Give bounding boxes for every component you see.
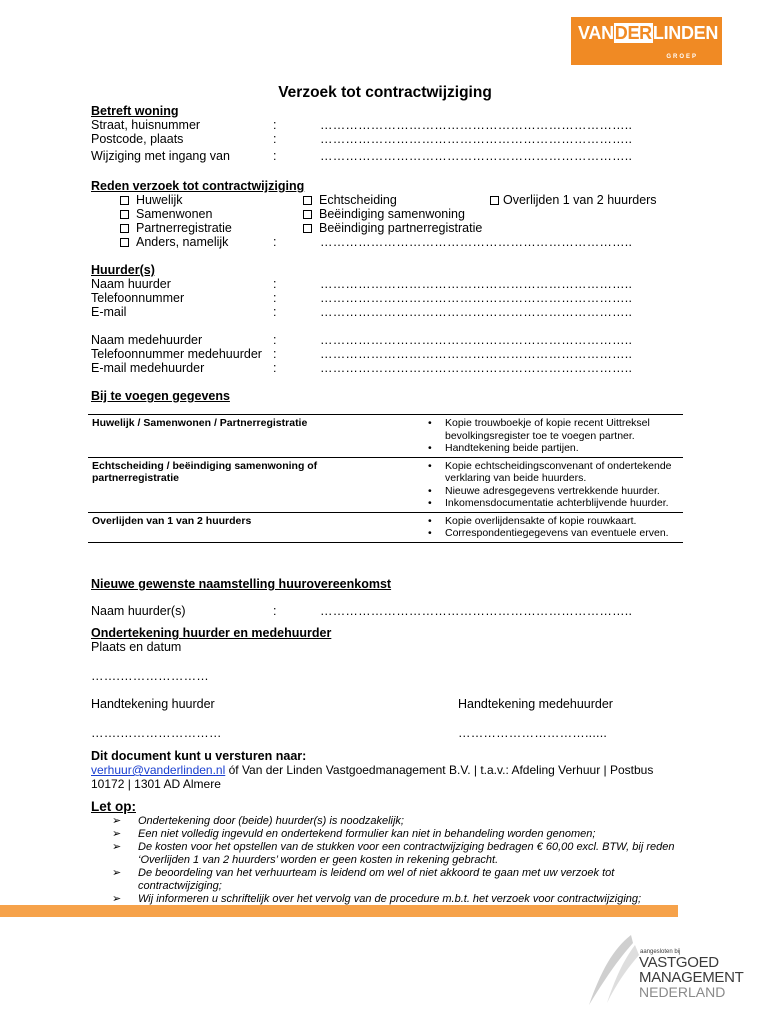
- huurders-labels: [91, 277, 184, 319]
- table-cell-reason: Echtscheiding / beëindiging samenwoning of partnerregistratie: [88, 457, 406, 512]
- swoosh-icon: [583, 931, 643, 1009]
- list-item: • Kopie trouwboekje of kopie recent Uittreksel bevolkingsregister toe te voegen partner.: [428, 417, 681, 442]
- field-row: [91, 118, 230, 132]
- table-cell-reason: Huwelijk / Samenwonen / Partnerregistratie: [88, 415, 406, 458]
- arrow-icon: ➢: [112, 893, 122, 905]
- field-row: [91, 132, 230, 146]
- colon: :: [273, 333, 277, 347]
- checkbox-icon[interactable]: [303, 196, 312, 205]
- field-label: Straat, huisnummer: [91, 118, 201, 132]
- fill-line-anders[interactable]: ………………………………………………………………..: [320, 235, 633, 249]
- table-cell-documents: [406, 512, 683, 542]
- vm-logo-tagline: aangesloten bij: [640, 949, 681, 955]
- fill-line[interactable]: ………………………………………………………………..: [320, 361, 633, 375]
- document-list: [428, 417, 681, 455]
- betreft-colons: [273, 118, 276, 163]
- bijlagen-heading: Bij te voegen gegevens: [91, 389, 230, 403]
- colon: :: [273, 149, 277, 163]
- betreft-fill-lines[interactable]: [320, 118, 632, 163]
- address-text: óf Van der Linden Vastgoedmanagement B.V. | t.a.v.: Afdeling Verhuur | Postbus: [225, 763, 654, 777]
- fill-line[interactable]: ………………………………………………………………..: [320, 291, 633, 305]
- table-cell-reason: Overlijden van 1 van 2 huurders: [88, 512, 406, 542]
- medehuurder-colons: [273, 333, 276, 375]
- list-item-text: Een niet volledig ingevuld en ondertekend formulier kan niet in behandeling worden genomen;: [138, 828, 596, 840]
- checkbox-icon[interactable]: [120, 210, 129, 219]
- fill-line[interactable]: ………………………………………………………………..: [320, 149, 633, 163]
- bijlagen-table: [88, 414, 683, 543]
- page-title: Verzoek tot contractwijziging: [278, 84, 492, 101]
- fill-line[interactable]: ………………………………………………………………..: [320, 277, 633, 291]
- field-label: Telefoonnummer medehuurder: [91, 347, 262, 361]
- list-item: • Kopie echtscheidingsconvenant of ondertekende verklaring van beide huurders.: [428, 460, 681, 485]
- medehuurder-fill-lines[interactable]: [320, 333, 632, 375]
- letop-heading: Let op:: [91, 799, 136, 814]
- list-item-text: Wij informeren u schriftelijk over het vervolg van de procedure m.b.t. het verzoek voor contractwijziging;: [138, 893, 642, 905]
- medehuurder-labels: [91, 333, 262, 375]
- fill-line[interactable]: ………………………………………………………………..: [320, 305, 633, 319]
- checkbox-label: Anders, namelijk: [136, 235, 229, 249]
- signature-huurder-label: Handtekening huurder: [91, 697, 215, 711]
- checkbox-beeindiging-partnerregistratie[interactable]: [303, 221, 482, 235]
- betreft-heading: Betreft woning: [91, 104, 179, 118]
- checkbox-icon[interactable]: [490, 196, 499, 205]
- colon: :: [273, 291, 277, 305]
- checkbox-overlijden[interactable]: [490, 193, 657, 207]
- send-address: [91, 763, 671, 791]
- checkbox-icon[interactable]: [120, 196, 129, 205]
- list-item-text: Ondertekening door (beide) huurder(s) is noodzakelijk;: [138, 815, 404, 827]
- field-label: Wijziging met ingang van: [91, 149, 230, 163]
- signature-medehuurder-label: Handtekening medehuurder: [458, 697, 613, 711]
- huurders-heading: Huurder(s): [91, 263, 155, 277]
- reden-col2: [303, 193, 482, 235]
- vm-logo-line3: NEDERLAND: [639, 984, 726, 1000]
- email-link[interactable]: verhuur@vanderlinden.nl: [91, 763, 226, 777]
- field-label: Naam huurder: [91, 277, 171, 291]
- checkbox-partnerregistratie[interactable]: [120, 221, 232, 235]
- document-list: [428, 460, 681, 510]
- colon: :: [273, 235, 277, 249]
- arrow-icon: ➢: [112, 867, 122, 879]
- table-row: [88, 512, 683, 542]
- address-text-line2: 10172 | 1301 AD Almere: [91, 777, 221, 791]
- huurders-fill-lines[interactable]: [320, 277, 632, 319]
- checkbox-label: Partnerregistratie: [136, 221, 232, 235]
- table-cell-documents: [406, 457, 683, 512]
- field-label: Naam medehuurder: [91, 333, 203, 347]
- list-item: • Inkomensdocumentatie achterblijvende huurder.: [428, 497, 681, 510]
- table-row: [88, 457, 683, 512]
- company-logo: [571, 17, 722, 65]
- fill-line[interactable]: ………………………………………………………………..: [320, 132, 633, 146]
- reden-heading: Reden verzoek tot contractwijziging: [91, 179, 305, 193]
- field-label: Postcode, plaats: [91, 132, 184, 146]
- checkbox-label: Beëindiging partnerregistratie: [319, 221, 483, 235]
- list-item: • Nieuwe adresgegevens vertrekkende huurder.: [428, 485, 681, 498]
- colon: :: [273, 305, 277, 319]
- checkbox-icon[interactable]: [120, 224, 129, 233]
- colon: :: [273, 132, 277, 146]
- checkbox-icon[interactable]: [303, 210, 312, 219]
- field-row: [91, 146, 230, 163]
- checkbox-anders[interactable]: [120, 235, 232, 249]
- checkbox-beeindiging-samenwoning[interactable]: [303, 207, 482, 221]
- colon: :: [273, 277, 277, 291]
- checkbox-label: Samenwonen: [136, 207, 213, 221]
- list-item: • Kopie overlijdensakte of kopie rouwkaart.: [428, 515, 681, 528]
- logo-text-linden: LINDEN: [652, 23, 719, 43]
- fill-line[interactable]: ………………………………………………………………..: [320, 347, 633, 361]
- fill-line-signature-huurder[interactable]: …….……………………: [91, 726, 222, 740]
- list-item: [112, 815, 682, 828]
- table-row: [88, 415, 683, 458]
- send-heading: Dit document kunt u versturen naar:: [91, 749, 307, 763]
- letop-list: [112, 815, 682, 906]
- logo-text-der: DER: [614, 23, 652, 43]
- reden-col1: [120, 193, 232, 249]
- checkbox-label: Beëindiging samenwoning: [319, 207, 465, 221]
- arrow-icon: ➢: [112, 828, 122, 840]
- list-item-text: De beoordeling van het verhuurteam is leidend om wel of niet akkoord te gaan met uw verzoek tot contractwijziging;: [138, 867, 615, 892]
- checkbox-icon[interactable]: [303, 224, 312, 233]
- field-label: Telefoonnummer: [91, 291, 185, 305]
- logo-subtext: GROEP: [666, 54, 698, 60]
- checkbox-huwelijk[interactable]: [120, 193, 232, 207]
- naamstelling-heading: Nieuwe gewenste naamstelling huurovereenkomst: [91, 577, 392, 591]
- list-item-text: De kosten voor het opstellen van de stukken voor een contractwijziging bedragen € 60,00 excl. BTW, bij reden ‘Overlijden 1 van 2 huurders’ worden er geen kosten in rekening gebracht.: [138, 841, 675, 866]
- betreft-section: [91, 118, 230, 163]
- checkbox-echtscheiding[interactable]: [303, 193, 482, 207]
- list-item: • Correspondentiegegevens van eventuele erven.: [428, 527, 681, 540]
- arrow-icon: ➢: [112, 841, 122, 853]
- checkbox-icon[interactable]: [120, 238, 129, 247]
- colon: :: [273, 347, 277, 361]
- logo-text-van: VAN: [578, 23, 614, 43]
- ondertekening-heading: Ondertekening huurder en medehuurder: [91, 626, 332, 640]
- field-label: E-mail: [91, 305, 127, 319]
- vm-logo-line1: VASTGOED: [639, 954, 719, 971]
- fill-line-naam-huurders[interactable]: ………………………………………………………………..: [320, 604, 633, 618]
- arrow-icon: ➢: [112, 815, 122, 827]
- colon: :: [273, 361, 277, 375]
- list-item: [112, 867, 682, 893]
- colon: :: [273, 604, 277, 618]
- field-label: Naam huurder(s): [91, 604, 186, 618]
- list-item: • Handtekening beide partijen.: [428, 442, 681, 455]
- vm-logo-line2: MANAGEMENT: [639, 969, 744, 986]
- place-date-label: Plaats en datum: [91, 640, 182, 654]
- field-label: E-mail medehuurder: [91, 361, 205, 375]
- vastgoed-management-logo: [583, 931, 753, 1011]
- colon: :: [273, 118, 277, 132]
- document-list: [428, 515, 681, 540]
- fill-line-place-date[interactable]: …….…………………: [91, 669, 209, 683]
- footer-accent-bar: [0, 905, 678, 917]
- fill-line[interactable]: ………………………………………………………………..: [320, 118, 633, 132]
- table-cell-documents: [406, 415, 683, 458]
- fill-line-signature-medehuurder[interactable]: …………………………......: [458, 726, 608, 740]
- checkbox-label: Overlijden 1 van 2 huurders: [503, 193, 657, 207]
- fill-line[interactable]: ………………………………………………………………..: [320, 333, 633, 347]
- checkbox-samenwonen[interactable]: [120, 207, 232, 221]
- checkbox-label: Echtscheiding: [319, 193, 397, 207]
- list-item: [112, 828, 682, 841]
- list-item: [112, 841, 682, 867]
- checkbox-label: Huwelijk: [136, 193, 183, 207]
- huurders-colons: [273, 277, 276, 319]
